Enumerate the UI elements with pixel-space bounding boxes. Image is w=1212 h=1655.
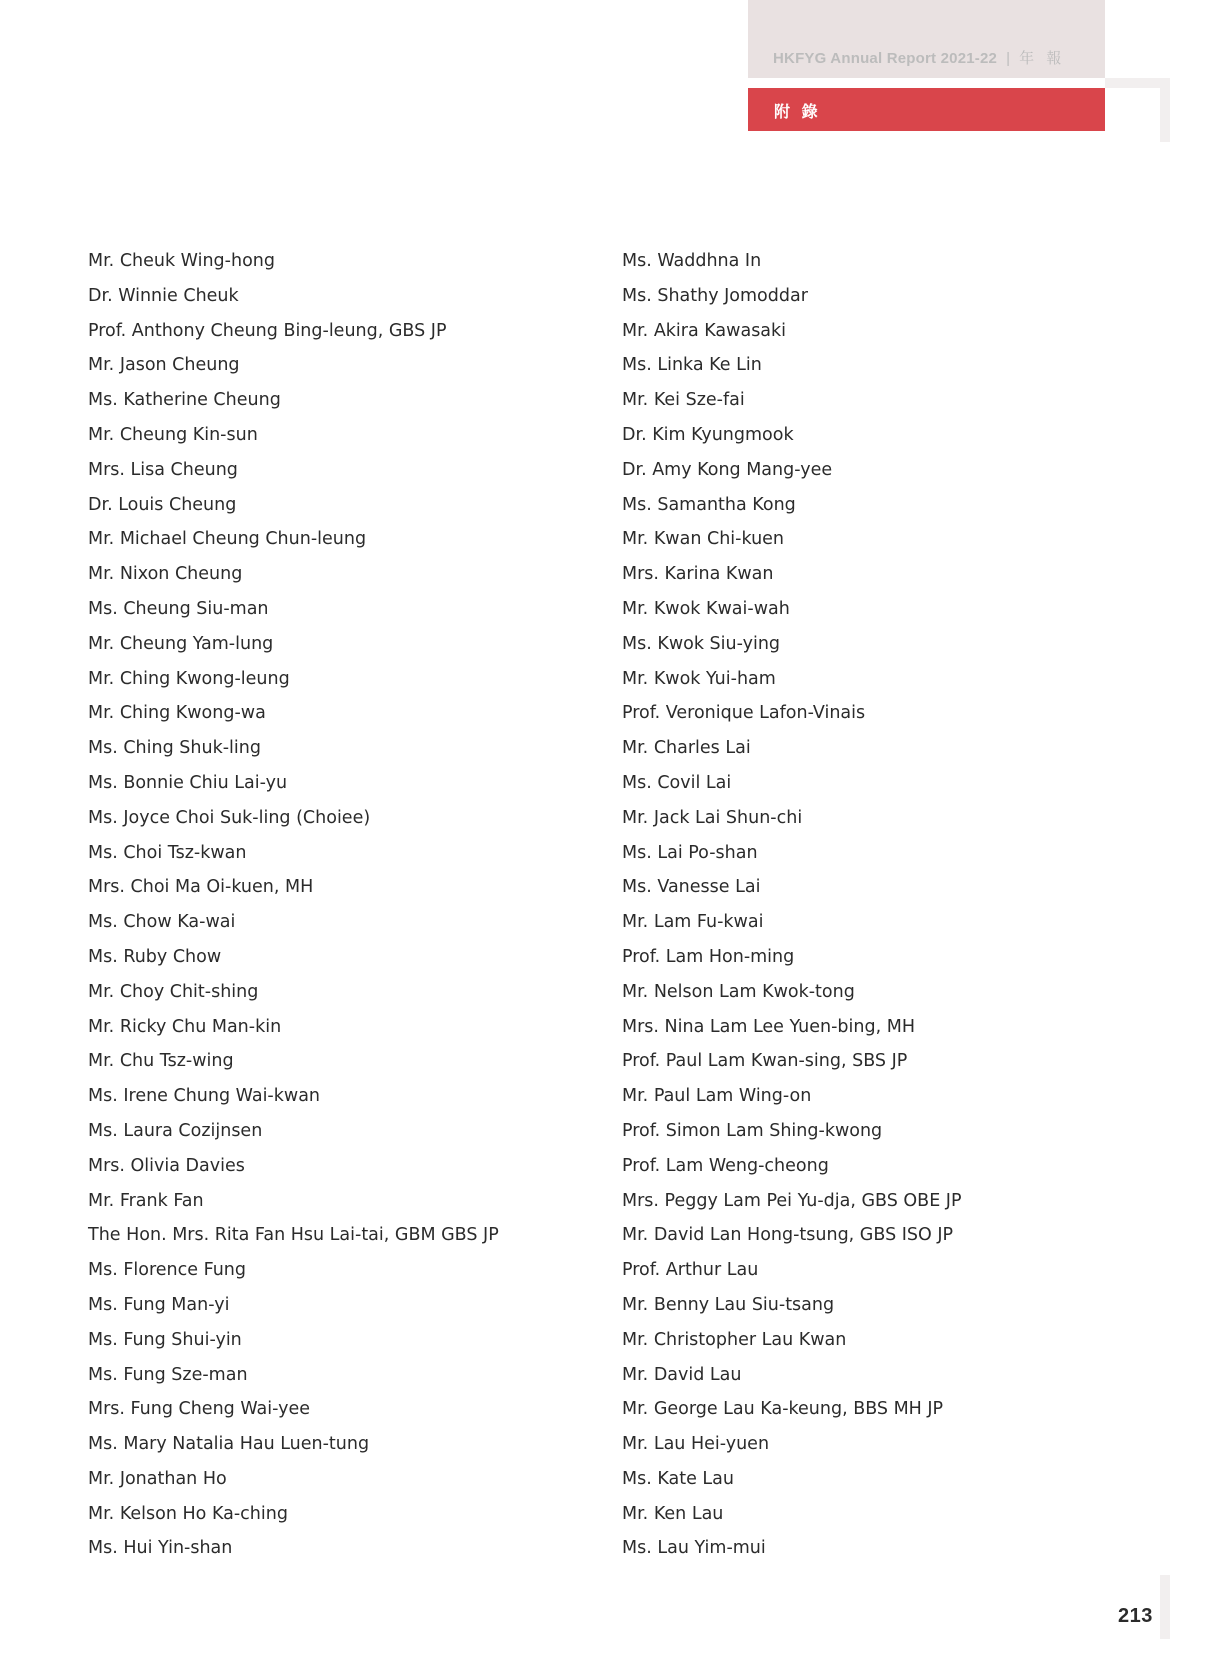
list-item: Mr. Cheuk Wing-hong bbox=[88, 251, 275, 271]
list-item: Ms. Fung Sze-man bbox=[88, 1364, 248, 1385]
list-item: Mr. David Lau bbox=[622, 1364, 742, 1385]
list-item: Mrs. Olivia Davies bbox=[88, 1155, 245, 1176]
name-list-right bbox=[622, 244, 962, 1566]
name-list-left bbox=[88, 244, 499, 1566]
list-item: Mr. Ching Kwong-leung bbox=[88, 668, 290, 689]
list-item: Ms. Kate Lau bbox=[622, 1468, 734, 1489]
list-item: Mr. Jason Cheung bbox=[88, 355, 240, 376]
list-item: Ms. Hui Yin-shan bbox=[88, 1538, 233, 1559]
list-item: Prof. Lam Weng-cheong bbox=[622, 1155, 829, 1176]
list-item: Ms. Covil Lai bbox=[622, 772, 732, 793]
list-item: Mr. Lau Hei-yuen bbox=[622, 1434, 770, 1455]
list-item: Mr. Ken Lau bbox=[622, 1503, 724, 1524]
title-separator: | bbox=[1006, 50, 1011, 67]
section-label: 附 錄 bbox=[774, 102, 821, 121]
list-item: Mrs. Choi Ma Oi-kuen, MH bbox=[88, 877, 314, 898]
list-item: Mrs. Fung Cheng Wai-yee bbox=[88, 1399, 311, 1420]
report-title-cjk: 年 報 bbox=[1019, 50, 1066, 67]
list-item: Ms. Waddhna In bbox=[622, 251, 762, 271]
list-item: Mr. Nixon Cheung bbox=[88, 564, 243, 585]
list-item: Ms. Kwok Siu-ying bbox=[622, 633, 781, 654]
list-item: Prof. Arthur Lau bbox=[622, 1260, 759, 1281]
list-item: Ms. Irene Chung Wai-kwan bbox=[88, 1086, 321, 1107]
list-item: Ms. Cheung Siu-man bbox=[88, 598, 269, 619]
list-item: The Hon. Mrs. Rita Fan Hsu Lai-tai, GBM GBS JP bbox=[88, 1225, 499, 1246]
list-item: Mr. Charles Lai bbox=[622, 738, 751, 759]
list-item: Mr. Nelson Lam Kwok-tong bbox=[622, 981, 855, 1002]
list-item: Mrs. Lisa Cheung bbox=[88, 459, 238, 480]
list-item: Ms. Joyce Choi Suk-ling (Choiee) bbox=[88, 807, 371, 828]
list-item: Ms. Samantha Kong bbox=[622, 494, 796, 515]
list-item: Mr. Kelson Ho Ka-ching bbox=[88, 1503, 288, 1524]
list-item: Mr. David Lan Hong-tsung, GBS ISO JP bbox=[622, 1225, 954, 1246]
list-item: Dr. Kim Kyungmook bbox=[622, 424, 794, 445]
list-item: Prof. Veronique Lafon-Vinais bbox=[622, 703, 866, 724]
list-item: Mr. Akira Kawasaki bbox=[622, 320, 787, 341]
list-item: Ms. Ruby Chow bbox=[88, 946, 222, 967]
list-item: Mr. Lam Fu-kwai bbox=[622, 912, 764, 933]
list-item: Mrs. Peggy Lam Pei Yu-dja, GBS OBE JP bbox=[622, 1190, 962, 1211]
list-item: Mr. Jack Lai Shun-chi bbox=[622, 807, 803, 828]
list-item: Mr. Christopher Lau Kwan bbox=[622, 1329, 847, 1350]
list-item: Ms. Chow Ka-wai bbox=[88, 912, 236, 933]
list-item: Prof. Lam Hon-ming bbox=[622, 946, 795, 967]
list-item: Ms. Shathy Jomoddar bbox=[622, 285, 808, 306]
list-item: Dr. Amy Kong Mang-yee bbox=[622, 459, 833, 480]
list-item: Mr. Paul Lam Wing-on bbox=[622, 1086, 812, 1107]
list-item: Mr. Kwok Kwai-wah bbox=[622, 598, 790, 619]
section-tab bbox=[748, 88, 1105, 131]
list-item: Prof. Paul Lam Kwan-sing, SBS JP bbox=[622, 1051, 908, 1072]
list-item: Mr. Chu Tsz-wing bbox=[88, 1051, 234, 1072]
page-number: 213 bbox=[1118, 1605, 1153, 1627]
list-item: Mrs. Karina Kwan bbox=[622, 564, 774, 585]
list-item: Ms. Ching Shuk-ling bbox=[88, 738, 261, 759]
list-item: Ms. Lau Yim-mui bbox=[622, 1538, 766, 1559]
list-item: Mr. George Lau Ka-keung, BBS MH JP bbox=[622, 1399, 944, 1420]
list-item: Ms. Bonnie Chiu Lai-yu bbox=[88, 772, 288, 793]
list-item: Mrs. Nina Lam Lee Yuen-bing, MH bbox=[622, 1016, 915, 1037]
list-item: Ms. Fung Shui-yin bbox=[88, 1329, 242, 1350]
list-item: Mr. Benny Lau Siu-tsang bbox=[622, 1294, 835, 1315]
list-item: Ms. Florence Fung bbox=[88, 1260, 246, 1281]
list-item: Mr. Ching Kwong-wa bbox=[88, 703, 266, 724]
list-item: Ms. Linka Ke Lin bbox=[622, 355, 762, 376]
list-item: Mr. Ricky Chu Man-kin bbox=[88, 1016, 282, 1037]
list-item: Ms. Fung Man-yi bbox=[88, 1294, 230, 1315]
list-item: Ms. Lai Po-shan bbox=[622, 842, 758, 863]
list-item: Ms. Mary Natalia Hau Luen-tung bbox=[88, 1434, 370, 1455]
list-item: Mr. Cheung Yam-lung bbox=[88, 633, 274, 654]
list-item: Mr. Michael Cheung Chun-leung bbox=[88, 529, 367, 550]
list-item: Mr. Kwok Yui-ham bbox=[622, 668, 776, 689]
report-title-text: HKFYG Annual Report 2021-22 bbox=[773, 50, 998, 67]
list-item: Ms. Katherine Cheung bbox=[88, 390, 281, 411]
report-title bbox=[773, 47, 1065, 68]
header-corner-inner bbox=[1105, 88, 1160, 142]
list-item: Ms. Laura Cozijnsen bbox=[88, 1120, 263, 1141]
list-item: Ms. Vanesse Lai bbox=[622, 877, 761, 898]
list-item: Dr. Louis Cheung bbox=[88, 494, 237, 515]
list-item: Mr. Kei Sze-fai bbox=[622, 390, 745, 411]
list-item: Mr. Cheung Kin-sun bbox=[88, 424, 258, 445]
list-item: Mr. Choy Chit-shing bbox=[88, 981, 259, 1002]
list-item: Mr. Kwan Chi-kuen bbox=[622, 529, 785, 550]
list-item: Prof. Simon Lam Shing-kwong bbox=[622, 1120, 883, 1141]
list-item: Mr. Frank Fan bbox=[88, 1190, 204, 1211]
list-item: Dr. Winnie Cheuk bbox=[88, 285, 239, 306]
list-item: Ms. Choi Tsz-kwan bbox=[88, 842, 247, 863]
list-item: Mr. Jonathan Ho bbox=[88, 1468, 227, 1489]
list-item: Prof. Anthony Cheung Bing-leung, GBS JP bbox=[88, 320, 447, 341]
